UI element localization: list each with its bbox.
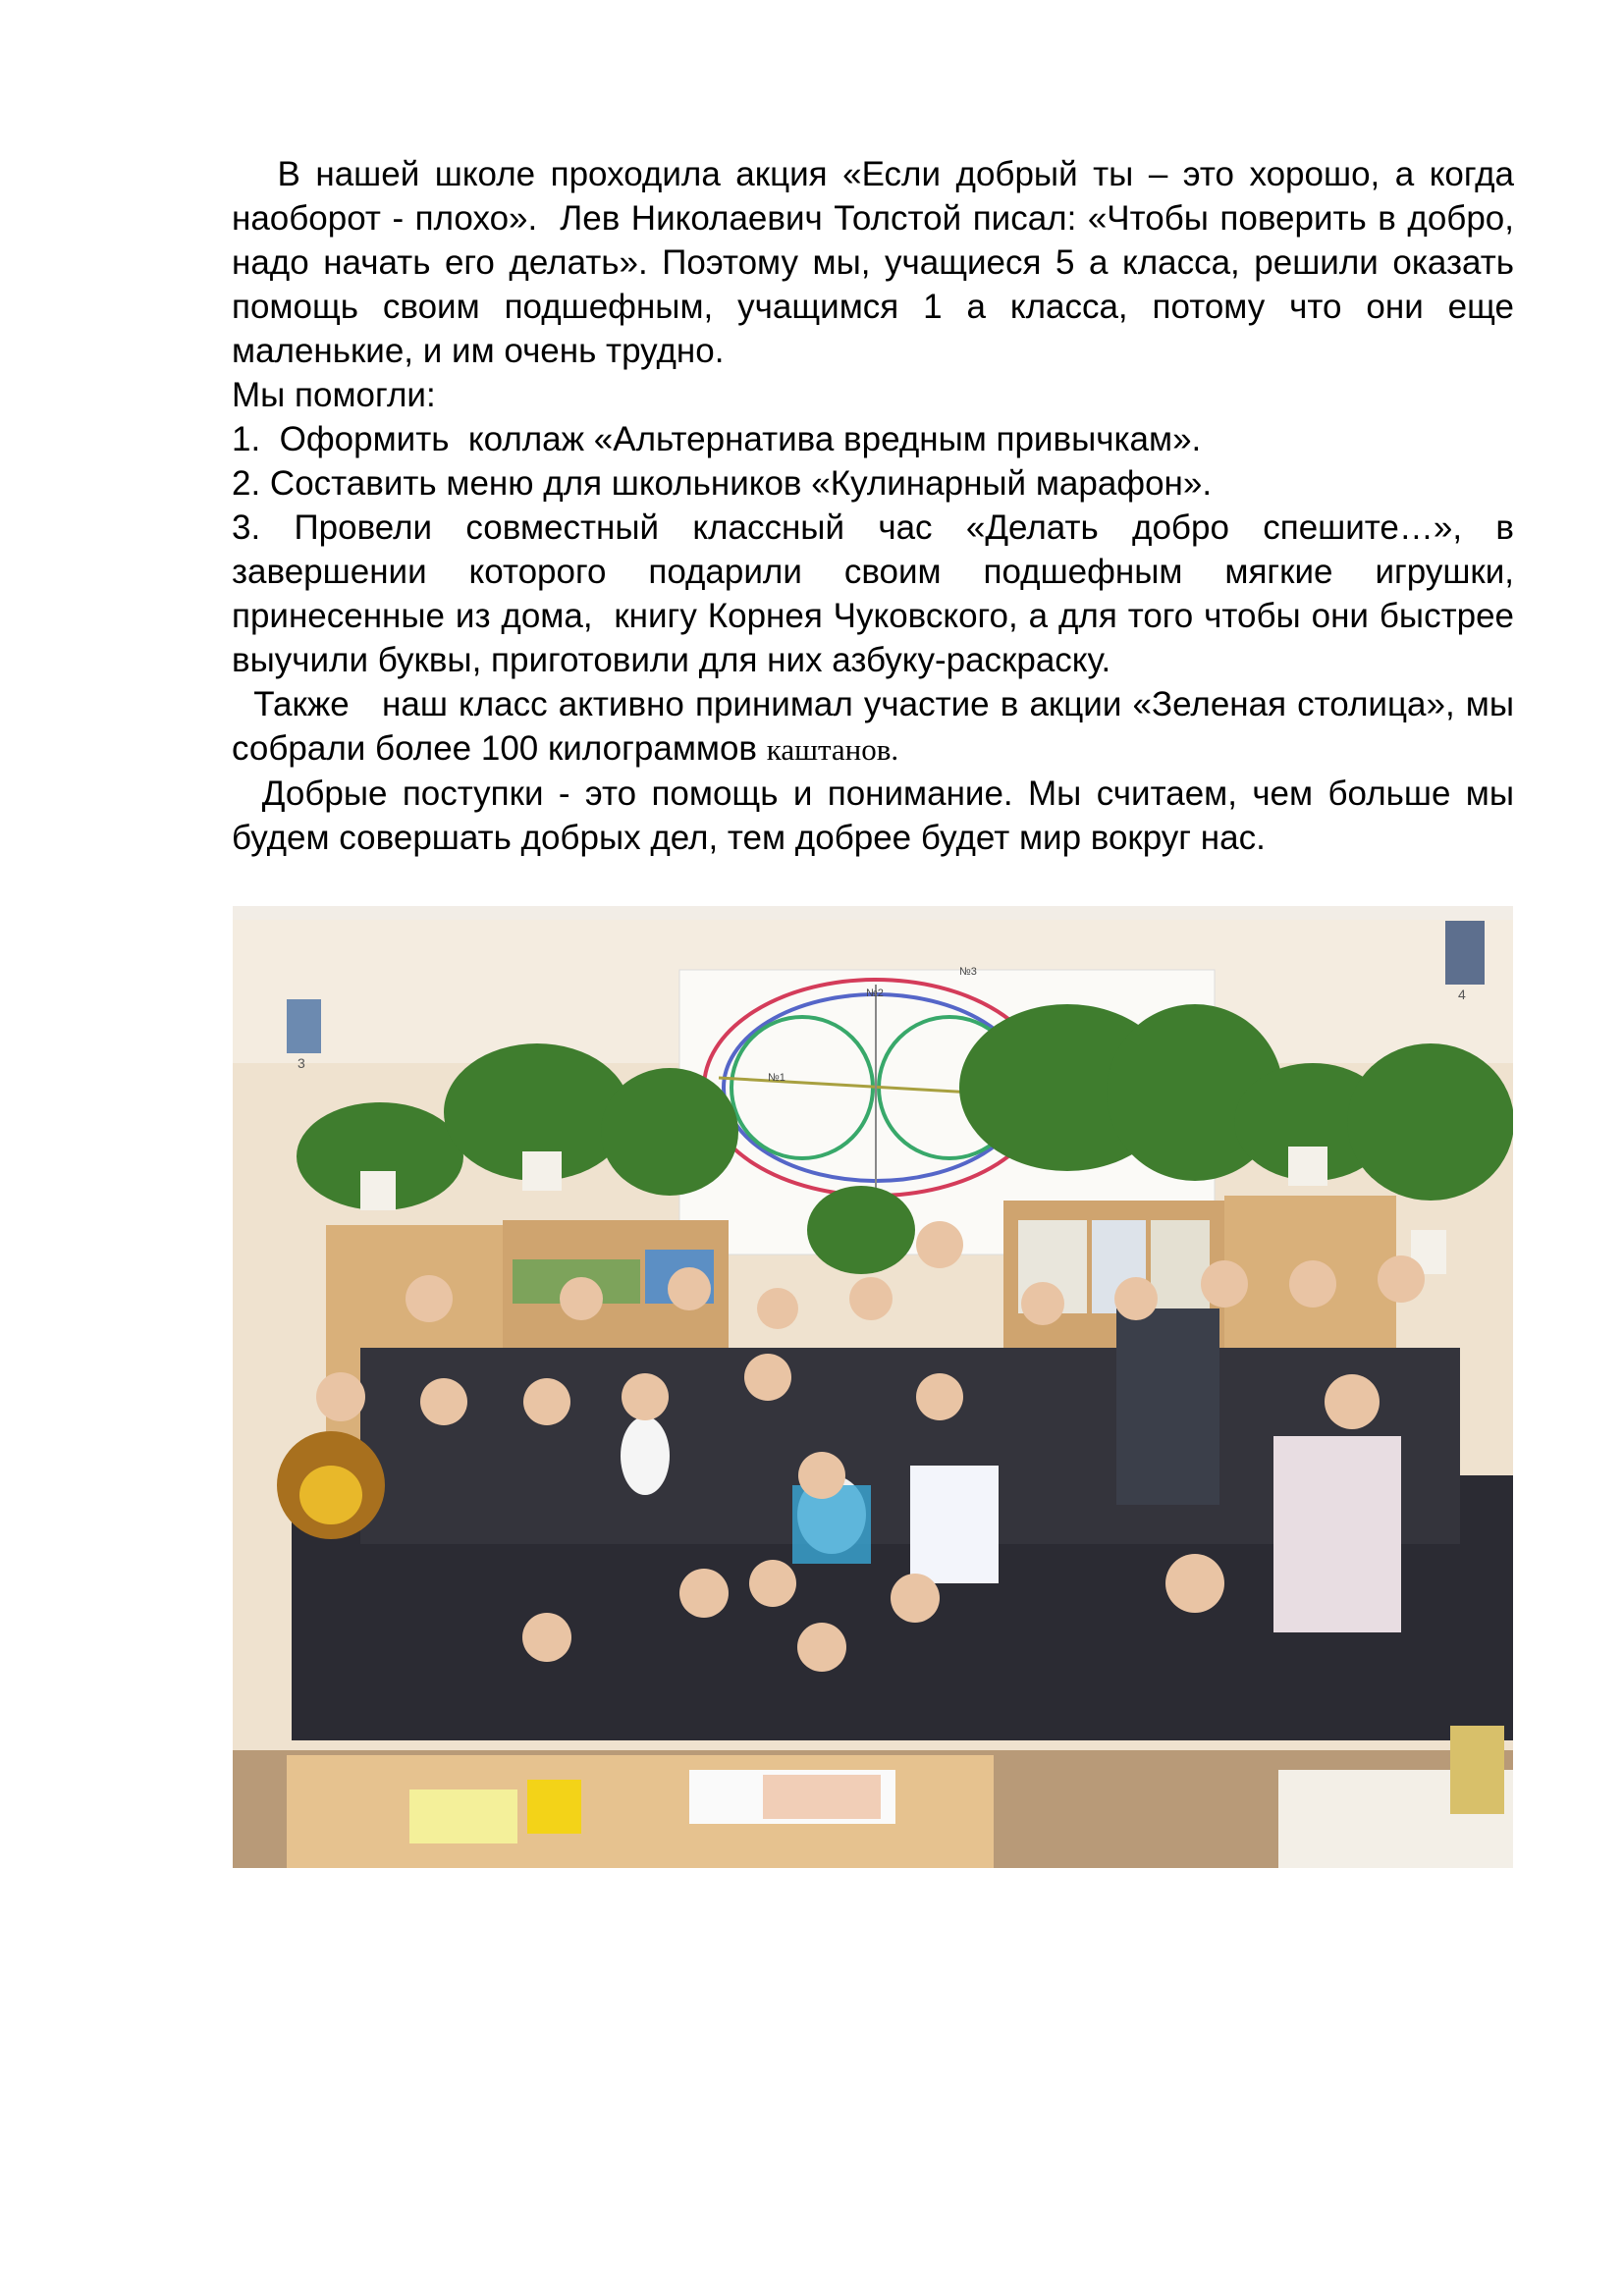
class-group-photo <box>233 906 1513 1868</box>
paragraph-we-helped: Мы помогли: <box>232 376 436 414</box>
paragraph-good-deeds: Добрые поступки - это помощь и понимание. Мы считаем, чем больше мы будем совершать добрых дел, тем добрее будет мир вокруг нас. <box>232 774 1524 857</box>
poster-label-2: №2 <box>866 988 884 999</box>
poster-label-1: №1 <box>768 1072 785 1084</box>
paragraph-green-capital <box>232 682 1524 772</box>
chestnuts-word: каштанов. <box>766 732 899 767</box>
photo-illustration <box>233 906 1513 1868</box>
green-capital-text: Также наш класс активно принимал участие в акции «Зеленая столица», мы собрали более 100 килограммов <box>232 685 1524 768</box>
room-number-left: 3 <box>298 1055 305 1071</box>
poster-label-3: №3 <box>959 966 977 978</box>
wall-picture-right <box>1445 921 1485 985</box>
list-item-3: 3. Провели совместный классный час «Делать добро спешите…», в завершении которого подарили своим подшефным мягкие игрушки, принесенные из дома, книгу Корнея Чуковского, а для того чтобы они быстрее выучили буквы, приготовили для них азбуку-раскраску. <box>232 508 1524 679</box>
article-text <box>232 152 1524 860</box>
list-item-1: 1. Оформить коллаж «Альтернатива вредным привычкам». <box>232 420 1202 458</box>
wall-picture-left <box>287 999 321 1053</box>
room-number-right: 4 <box>1458 987 1466 1002</box>
paragraph-intro: В нашей школе проходила акция «Если добрый ты – это хорошо, а когда наоборот - плохо». Лев Николаевич Толстой писал: «Чтобы поверить в добро, надо начать его делать». Поэтому мы, учащиеся 5 а класса, решили оказать помощь своим подшефным, учащимся 1 а класса, потому что они еще маленькие, и им очень трудно. <box>232 155 1524 370</box>
children <box>277 1308 1513 1740</box>
list-item-2: 2. Составить меню для школьников «Кулинарный марафон». <box>232 464 1213 503</box>
